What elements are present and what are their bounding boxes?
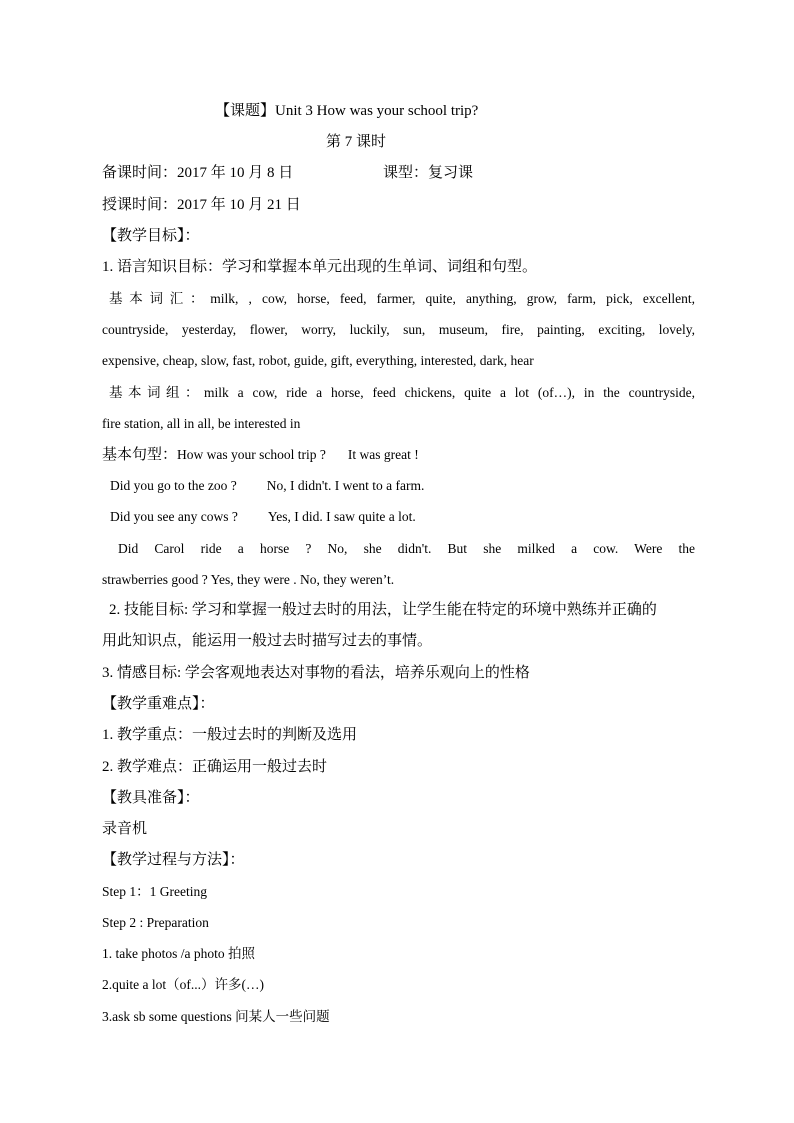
emotion-objective: 3. 情感目标: 学会客观地表达对事物的看法，培养乐观向上的性格 (102, 665, 530, 681)
sentence-question: How was your school trip ? (177, 447, 326, 462)
sentence-question: Did you see any cows ? (110, 509, 238, 524)
vocabulary-line-3: expensive, cheap, slow, fast, robot, guide, gift, everything, interested, dark, hear (102, 353, 534, 368)
materials-item: 录音机 (102, 821, 148, 837)
teach-time: 授课时间：2017 年 10 月 21 日 (102, 197, 301, 213)
sentence-row-3 (110, 510, 416, 524)
sentence-row-1 (102, 448, 419, 463)
sentence-answer: It was great ! (347, 447, 419, 462)
skill-objective-line-2: 用此知识点，能运用一般过去时描写过去的事情。 (102, 633, 433, 649)
sentence-question: Did you go to the zoo ? (110, 478, 237, 493)
process-item-2: 2.quite a lot（of...）许多(…) (102, 977, 264, 992)
phrases-line-1: 基本词组：milk a cow, ride a horse, feed chickens, quite a lot (of…), in the countryside, (109, 385, 695, 400)
sentence-row-5: strawberries good ? Yes, they were . No, they weren’t. (102, 572, 395, 587)
knowledge-objective: 1. 语言知识目标：学习和掌握本单元出现的生单词、词组和句型。 (102, 259, 538, 275)
lesson-title: 【课题】Unit 3 How was your school trip? (215, 103, 479, 119)
phrases-line-2: fire station, all in all, be interested in (102, 416, 301, 431)
materials-heading: 【教具准备】： (102, 790, 200, 806)
teaching-difficulty: 2. 教学难点：正确运用一般过去时 (102, 759, 328, 775)
teaching-focus: 1. 教学重点：一般过去时的判断及选用 (102, 727, 358, 743)
vocabulary-line-1: 基本词汇：milk, , cow, horse, feed, farmer, quite, anything, grow, farm, pick, excellent, (109, 291, 695, 306)
process-heading: 【教学过程与方法】： (102, 852, 245, 868)
prep-time: 备课时间：2017 年 10 月 8 日 (102, 165, 294, 181)
sentence-row-2 (110, 479, 424, 493)
process-step-2: Step 2 : Preparation (102, 915, 209, 930)
vocabulary-line-2: countryside, yesterday, flower, worry, luckily, sun, museum, fire, painting, exciting, lovely, (102, 322, 695, 337)
skill-objective-line-1: 2. 技能目标: 学习和掌握一般过去时的用法，让学生能在特定的环境中熟练并正确的 (109, 602, 657, 618)
key-points-heading: 【教学重难点】： (102, 696, 215, 712)
sentence-answer: Yes, I did. I saw quite a lot. (267, 509, 416, 524)
process-item-1: 1. take photos /a photo 拍照 (102, 946, 255, 961)
sentence-row-4: Did Carol ride a horse ? No, she didn't. But she milked a cow. Were the (118, 541, 695, 556)
process-step-1: Step 1：1 Greeting (102, 884, 207, 899)
sentences-label: 基本句型： (102, 447, 178, 463)
lesson-type: 课型：复习课 (383, 165, 474, 181)
process-item-3: 3.ask sb some questions 问某人一些问题 (102, 1009, 330, 1024)
sentence-answer: No, I didn't. I went to a farm. (266, 478, 425, 493)
lesson-number: 第 7 课时 (326, 134, 387, 150)
objectives-heading: 【教学目标】： (102, 228, 200, 244)
